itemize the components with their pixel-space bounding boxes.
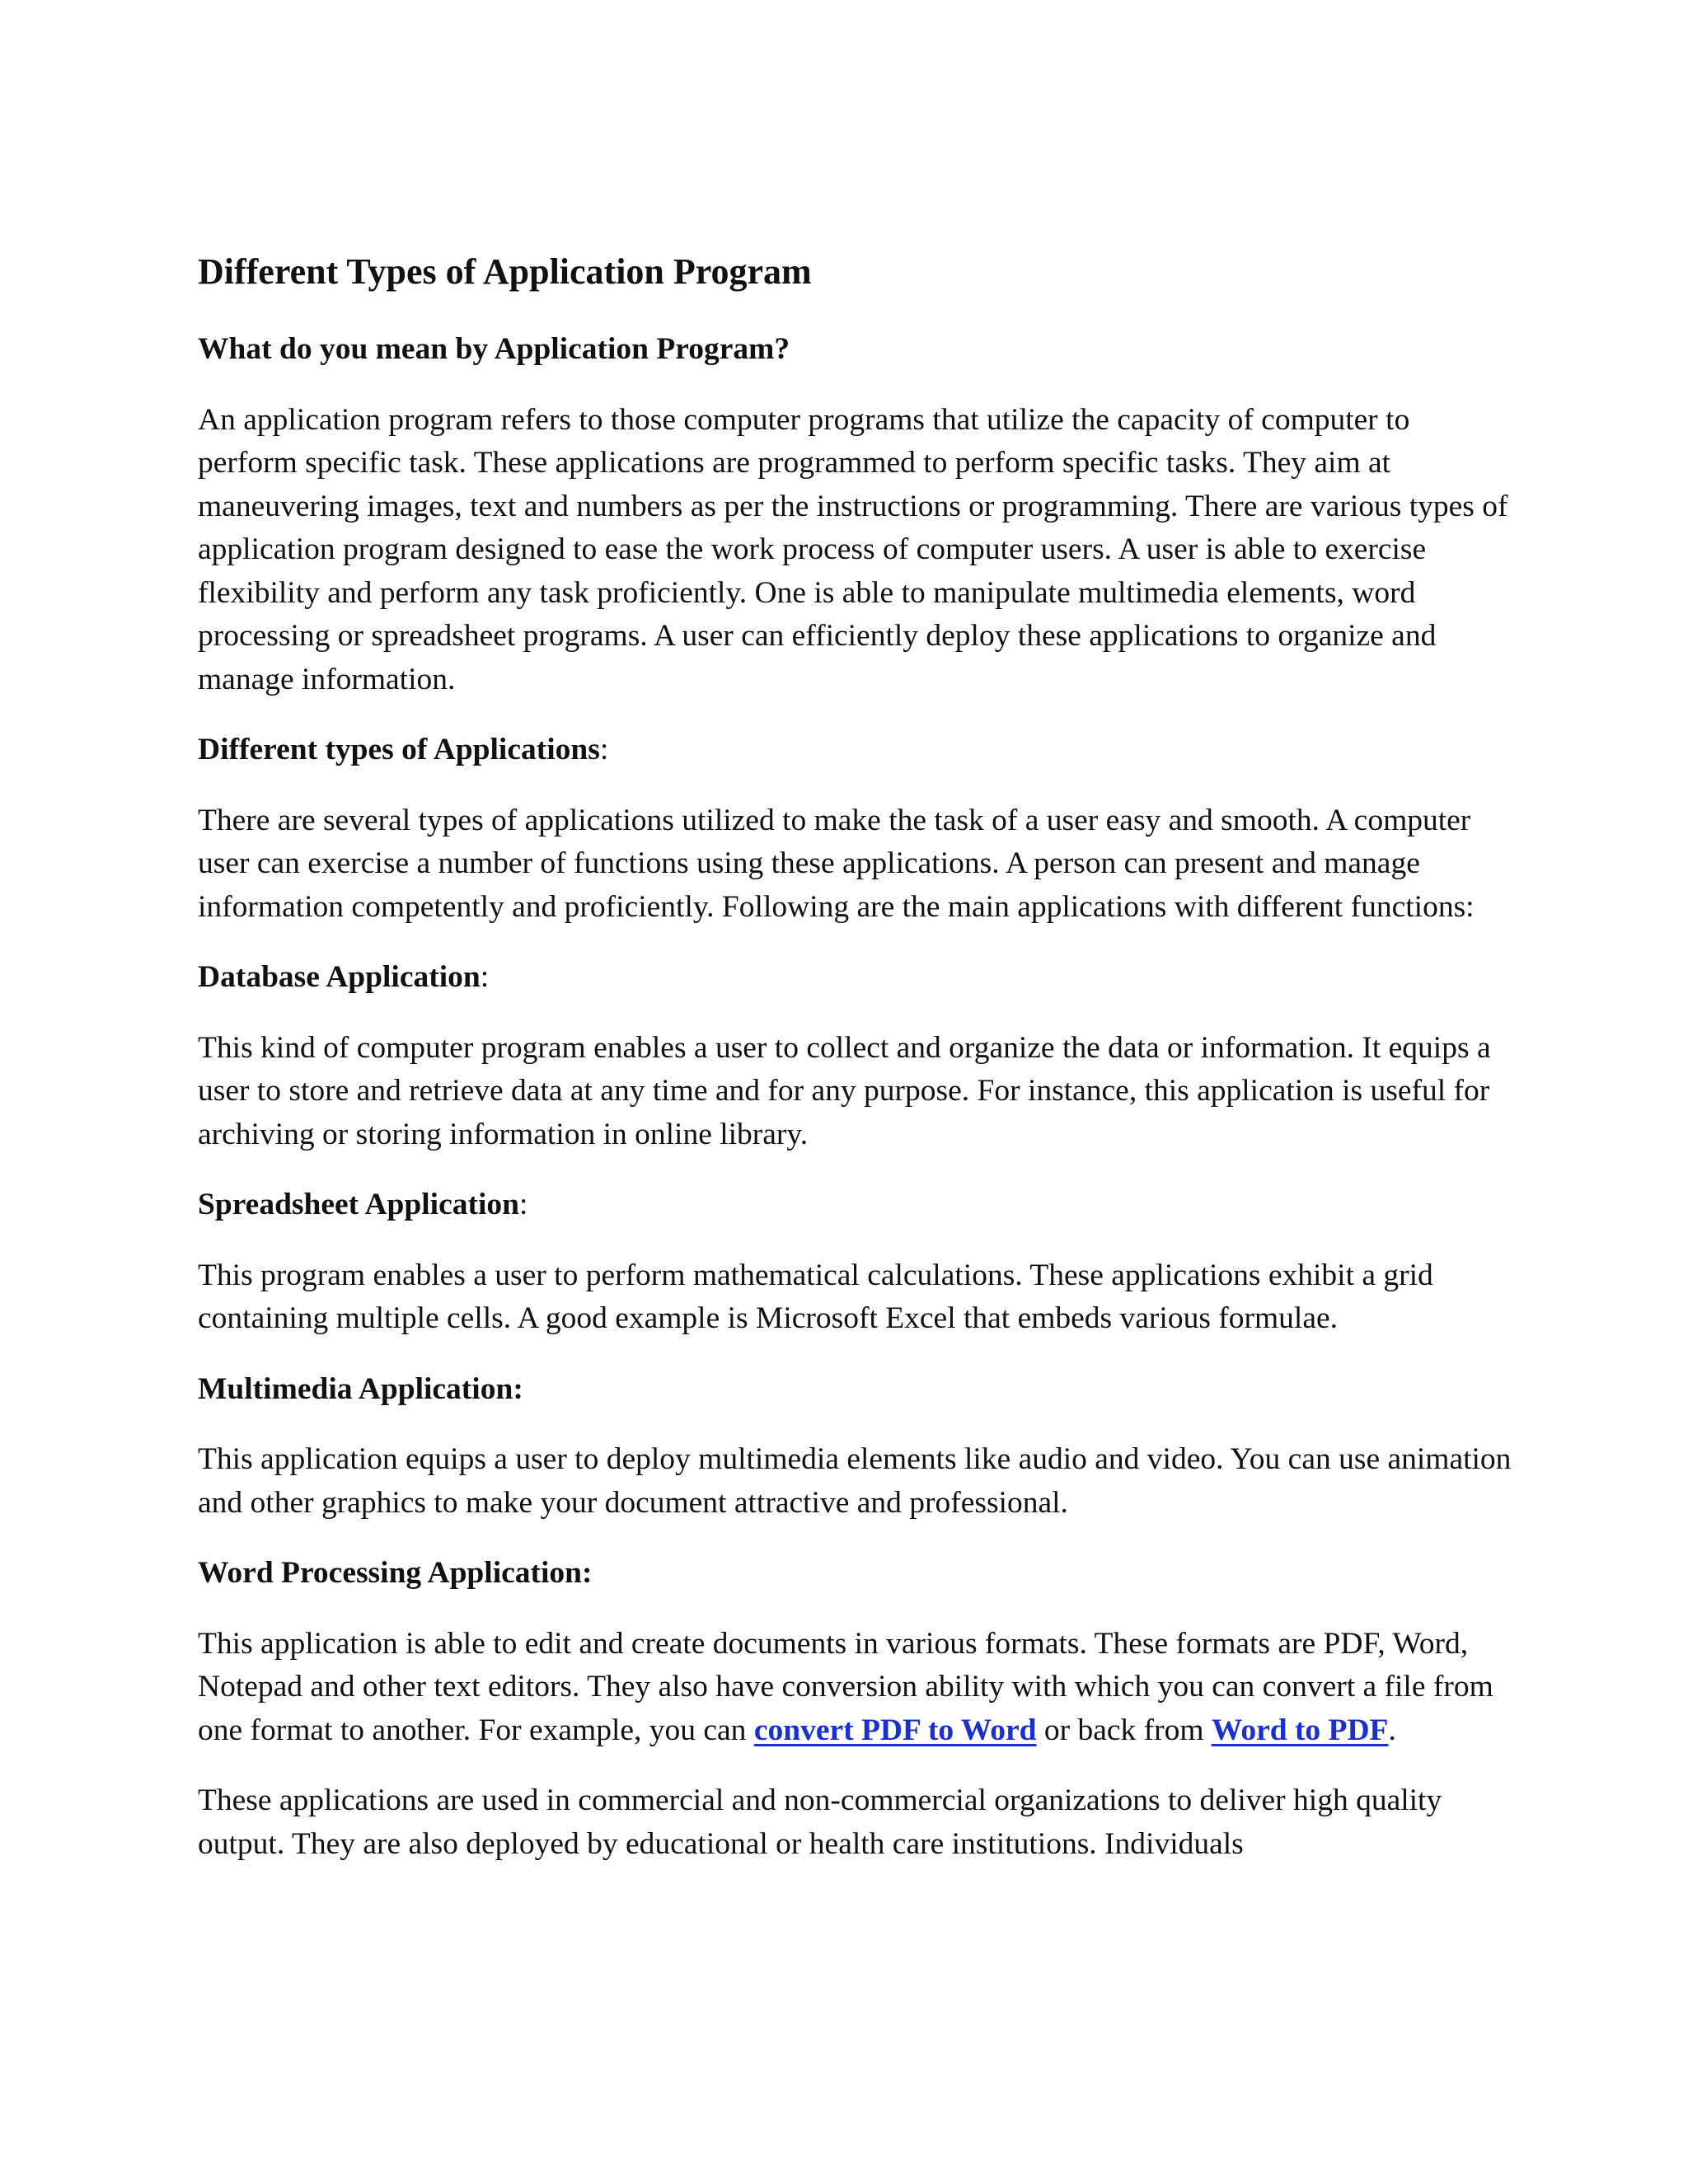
multimedia-paragraph: This application equips a user to deploy multimedia elements like audio and video. You can use animation and other graphics to make your document attractive and professional. [198,1442,1512,1520]
multimedia-heading: Multimedia Application: [198,1371,523,1406]
word-processing-heading: Word Processing Application: [198,1556,593,1590]
database-heading [198,956,1517,1000]
convert-pdf-to-word-link[interactable]: convert PDF to Word [753,1713,1037,1747]
types-paragraph: There are several types of applications utilized to make the task of a user easy and smooth. A computer user can exercise a number of functions using these applications. A person can present and manage information competently and proficiently. Following are the main applications with different functions: [198,803,1475,924]
intro-paragraph: An application program refers to those computer programs that utilize the capacity of computer to perform specific task. These applications are programmed to perform specific tasks. They aim at maneuvering images, text and numbers as per the instructions or programming. There are various types of application program designed to ease the work process of computer users. A user is able to exercise flexibility and perform any task proficiently. One is able to manipulate multimedia elements, word processing or spreadsheet programs. A user can efficiently deploy these applications to organize and manage information. [198,402,1508,696]
document-page [198,247,1517,1866]
types-heading-colon: : [599,733,609,766]
closing-paragraph: These applications are used in commercial and non-commercial organizations to deliver high quality output. They are also deployed by educational or health care institutions. Individuals [198,1783,1442,1861]
spreadsheet-paragraph: This program enables a user to perform mathematical calculations. These applications exhibit a grid containing multiple cells. A good example is Microsoft Excel that embeds various formulae. [198,1258,1433,1335]
word-paragraph-text-after: . [1388,1713,1396,1747]
types-heading-text: Different types of Applications [198,733,600,766]
word-paragraph-text-before: This application is able to edit and create documents in various formats. These formats are PDF, Word, Notepad and other text editors. They also have conversion ability with which you can convert a file from one format to another. For example, you can [198,1626,1493,1747]
database-heading-text: Database Application [198,960,481,994]
document-title: Different Types of Application Program [198,251,812,292]
spreadsheet-heading [198,1183,1517,1227]
spreadsheet-heading-colon: : [519,1188,528,1221]
types-heading [198,729,1517,772]
word-to-pdf-link[interactable]: Word to PDF [1211,1713,1389,1747]
word-paragraph-text-middle: or back from [1036,1713,1212,1747]
question-heading: What do you mean by Application Program? [198,332,790,366]
spreadsheet-heading-text: Spreadsheet Application [198,1188,519,1221]
database-heading-colon: : [480,960,490,994]
word-processing-paragraph [198,1623,1517,1753]
database-paragraph: This kind of computer program enables a user to collect and organize the data or information. It equips a user to store and retrieve data at any time and for any purpose. For instance, this application is useful for archiving or storing information in online library. [198,1030,1491,1151]
